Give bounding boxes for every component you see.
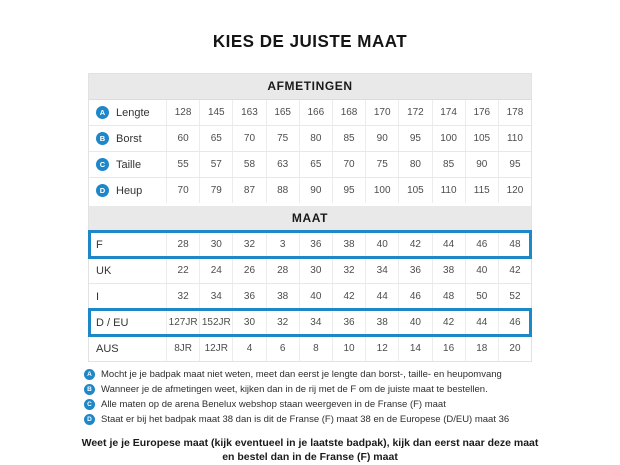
- table-row: [89, 126, 531, 152]
- value-cell: 4: [232, 336, 265, 361]
- value-cell: 22: [166, 258, 199, 283]
- table-row: [89, 178, 531, 203]
- value-cell: 65: [199, 126, 232, 151]
- value-cell: 63: [266, 152, 299, 177]
- value-cell: 40: [365, 232, 398, 257]
- value-cell: 10: [332, 336, 365, 361]
- value-cell: 178: [498, 100, 531, 125]
- value-cell: 46: [465, 232, 498, 257]
- value-cell: 30: [232, 310, 265, 335]
- row-label: Borst: [116, 132, 142, 145]
- row-label: Taille: [116, 158, 142, 171]
- row-label-cell: [89, 284, 166, 309]
- value-cell: 90: [365, 126, 398, 151]
- marker-badge: C: [96, 158, 109, 171]
- value-cell: 174: [432, 100, 465, 125]
- value-cell: 44: [365, 284, 398, 309]
- value-cell: 38: [365, 310, 398, 335]
- page-title: KIES DE JUISTE MAAT: [212, 31, 408, 52]
- value-cell: 44: [465, 310, 498, 335]
- value-cell: 38: [432, 258, 465, 283]
- value-cell: 28: [266, 258, 299, 283]
- value-cell: 50: [465, 284, 498, 309]
- value-cell: 80: [398, 152, 431, 177]
- marker-badge: A: [84, 369, 95, 380]
- value-cell: 12JR: [199, 336, 232, 361]
- marker-badge: B: [96, 132, 109, 145]
- value-cell: 48: [498, 232, 531, 257]
- value-cell: 110: [432, 178, 465, 203]
- value-cell: 55: [166, 152, 199, 177]
- value-cell: 32: [232, 232, 265, 257]
- row-label-cell: [89, 152, 166, 177]
- value-cell: 85: [332, 126, 365, 151]
- value-cell: 145: [199, 100, 232, 125]
- value-cell: 70: [232, 126, 265, 151]
- value-cell: 105: [465, 126, 498, 151]
- table-row: [89, 284, 531, 310]
- value-cell: 75: [365, 152, 398, 177]
- value-cell: 28: [166, 232, 199, 257]
- table-row: [89, 310, 531, 336]
- value-cell: 70: [166, 178, 199, 203]
- value-cell: 38: [332, 232, 365, 257]
- section-header-maat: MAAT: [89, 203, 531, 232]
- value-cell: 100: [432, 126, 465, 151]
- row-label: Heup: [116, 184, 143, 197]
- value-cell: 166: [299, 100, 332, 125]
- value-cell: 95: [398, 126, 431, 151]
- footnote-line: [84, 399, 536, 410]
- value-cell: 127JR: [166, 310, 199, 335]
- value-cell: 42: [332, 284, 365, 309]
- value-cell: 163: [232, 100, 265, 125]
- value-cell: 152JR: [199, 310, 232, 335]
- marker-badge: D: [96, 184, 109, 197]
- value-cell: 52: [498, 284, 531, 309]
- value-cell: 40: [299, 284, 332, 309]
- value-cell: 95: [332, 178, 365, 203]
- value-cell: 42: [398, 232, 431, 257]
- row-label-cell: [89, 336, 166, 361]
- value-cell: 58: [232, 152, 265, 177]
- footnotes: [84, 369, 536, 425]
- value-cell: 57: [199, 152, 232, 177]
- value-cell: 40: [465, 258, 498, 283]
- value-cell: 172: [398, 100, 431, 125]
- value-cell: 34: [365, 258, 398, 283]
- value-cell: 18: [465, 336, 498, 361]
- footnote-text: Wanneer je de afmetingen weet, kijken dan in de rij met de F om de juiste maat te bestellen.: [101, 384, 488, 395]
- row-label: Lengte: [116, 106, 150, 119]
- row-label-cell: [89, 100, 166, 125]
- value-cell: 87: [232, 178, 265, 203]
- table-row: [89, 258, 531, 284]
- value-cell: 90: [465, 152, 498, 177]
- section-header-afmetingen: AFMETINGEN: [89, 74, 531, 100]
- value-cell: 32: [266, 310, 299, 335]
- value-cell: 34: [299, 310, 332, 335]
- value-cell: 30: [199, 232, 232, 257]
- footnote-line: [84, 384, 536, 395]
- row-label: F: [96, 238, 103, 251]
- value-cell: 42: [498, 258, 531, 283]
- value-cell: 60: [166, 126, 199, 151]
- row-label: I: [96, 290, 100, 303]
- row-label-cell: [89, 232, 166, 257]
- value-cell: 88: [266, 178, 299, 203]
- value-cell: 12: [365, 336, 398, 361]
- size-rows: [89, 232, 531, 361]
- value-cell: 36: [332, 310, 365, 335]
- marker-badge: C: [84, 399, 95, 410]
- value-cell: 40: [398, 310, 431, 335]
- value-cell: 79: [199, 178, 232, 203]
- footnote-line: [84, 369, 536, 380]
- footer-note-line2: en bestel dan in de Franse (F) maat: [222, 451, 398, 463]
- value-cell: 42: [432, 310, 465, 335]
- value-cell: 170: [365, 100, 398, 125]
- value-cell: 24: [199, 258, 232, 283]
- value-cell: 100: [365, 178, 398, 203]
- value-cell: 36: [398, 258, 431, 283]
- value-cell: 128: [166, 100, 199, 125]
- value-cell: 80: [299, 126, 332, 151]
- footnote-text: Alle maten op de arena Benelux webshop staan weergeven in de Franse (F) maat: [101, 399, 446, 410]
- value-cell: 110: [498, 126, 531, 151]
- marker-badge: D: [84, 414, 95, 425]
- size-table: [88, 73, 532, 362]
- value-cell: 34: [199, 284, 232, 309]
- table-row: [89, 152, 531, 178]
- value-cell: 120: [498, 178, 531, 203]
- value-cell: 105: [398, 178, 431, 203]
- marker-badge: A: [96, 106, 109, 119]
- table-row: [89, 232, 531, 258]
- value-cell: 38: [266, 284, 299, 309]
- row-label-cell: [89, 126, 166, 151]
- value-cell: 46: [398, 284, 431, 309]
- value-cell: 6: [266, 336, 299, 361]
- value-cell: 70: [332, 152, 365, 177]
- value-cell: 46: [498, 310, 531, 335]
- row-label: D / EU: [96, 316, 129, 329]
- footnote-text: Staat er bij het badpak maat 38 dan is dit de Franse (F) maat 38 en de Europese (D/EU) maat 36: [101, 414, 510, 425]
- marker-badge: B: [84, 384, 95, 395]
- value-cell: 115: [465, 178, 498, 203]
- value-cell: 36: [299, 232, 332, 257]
- value-cell: 90: [299, 178, 332, 203]
- table-row: [89, 100, 531, 126]
- value-cell: 165: [266, 100, 299, 125]
- value-cell: 26: [232, 258, 265, 283]
- row-label-cell: [89, 178, 166, 203]
- value-cell: 44: [432, 232, 465, 257]
- measurement-rows: [89, 100, 531, 203]
- row-label-cell: [89, 310, 166, 335]
- value-cell: 32: [332, 258, 365, 283]
- value-cell: 8JR: [166, 336, 199, 361]
- value-cell: 32: [166, 284, 199, 309]
- value-cell: 36: [232, 284, 265, 309]
- value-cell: 30: [299, 258, 332, 283]
- footnote-line: [84, 414, 536, 425]
- value-cell: 65: [299, 152, 332, 177]
- row-label: UK: [96, 264, 112, 277]
- value-cell: 16: [432, 336, 465, 361]
- footer-note-line1: Weet je je Europese maat (kijk eventueel in je laatste badpak), kijk dan eerst naar deze maat: [81, 437, 539, 449]
- value-cell: 176: [465, 100, 498, 125]
- row-label: AUS: [96, 342, 119, 355]
- value-cell: 3: [266, 232, 299, 257]
- row-label-cell: [89, 258, 166, 283]
- footer-note: [0, 436, 620, 464]
- value-cell: 8: [299, 336, 332, 361]
- value-cell: 14: [398, 336, 431, 361]
- value-cell: 95: [498, 152, 531, 177]
- footnote-text: Mocht je je badpak maat niet weten, meet dan eerst je lengte dan borst-, taille- en heupomvang: [101, 369, 502, 380]
- value-cell: 85: [432, 152, 465, 177]
- value-cell: 48: [432, 284, 465, 309]
- table-row: [89, 336, 531, 361]
- value-cell: 75: [266, 126, 299, 151]
- value-cell: 168: [332, 100, 365, 125]
- value-cell: 20: [498, 336, 531, 361]
